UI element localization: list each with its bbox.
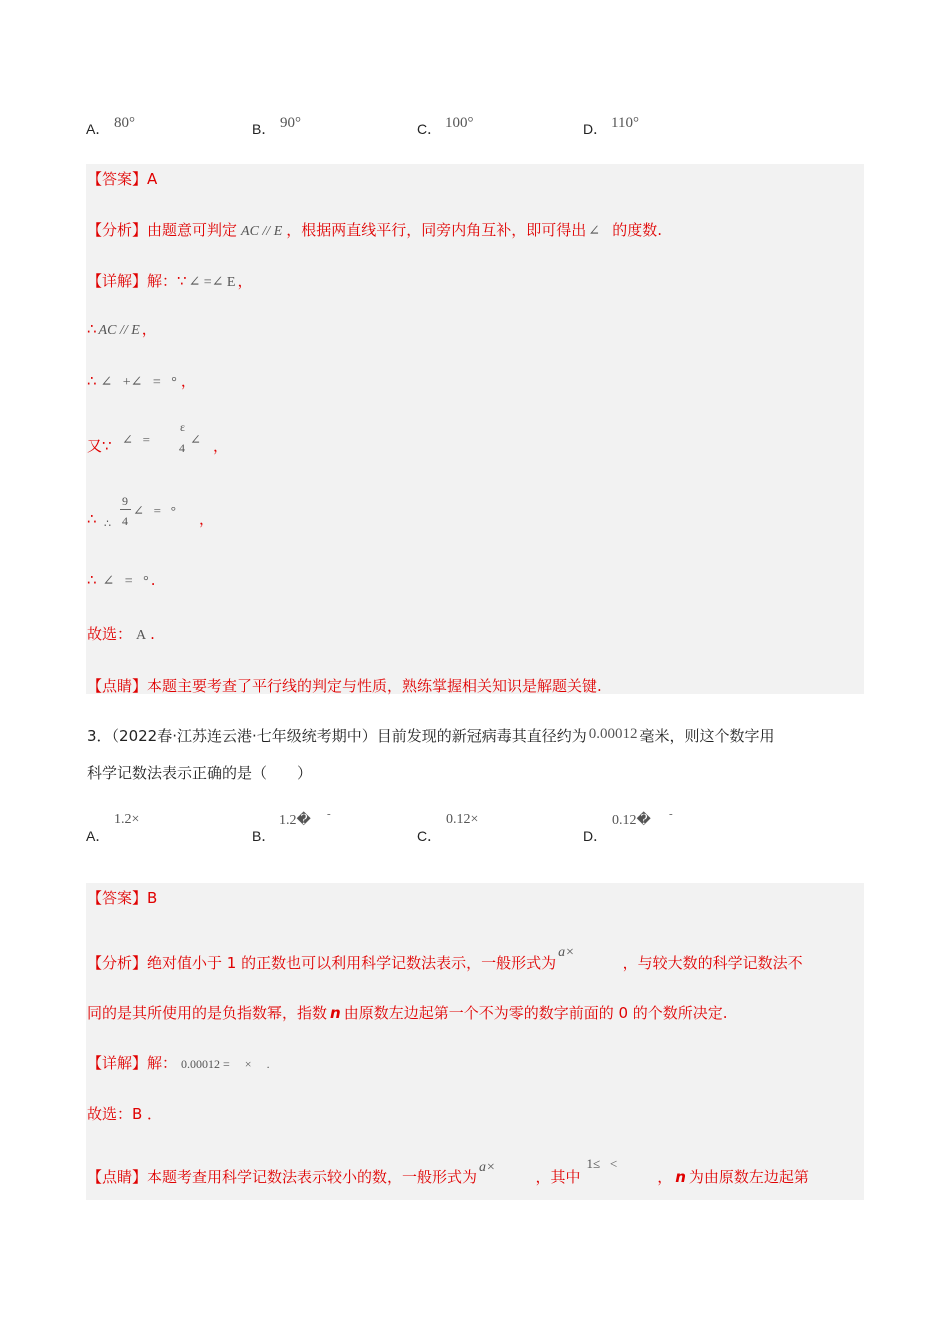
q2-step-4-frac-den: 4	[122, 514, 128, 528]
q2-option-c-letter: C．	[417, 121, 442, 137]
therefore-symbol: ∴	[87, 320, 97, 338]
question-text: 毫米，则这个数字用	[639, 727, 775, 745]
analysis-math: AC // E	[241, 224, 283, 239]
q2-step-3-frac-den: 4	[179, 441, 185, 455]
q3-stem-line-2: 科学记数法表示正确的是（ ）	[87, 764, 313, 782]
q2-step-3-frac-num: ε	[180, 420, 186, 434]
comment-text: ，其中	[535, 1168, 581, 1186]
q2-step-2	[87, 370, 196, 391]
choice-end: .	[150, 625, 155, 643]
comment-text: 本题主要考查了平行线的判定与性质，熟练掌握相关知识是解题关键.	[147, 677, 602, 695]
comment-n: n	[675, 1168, 686, 1186]
q3-option-b-value: 1.2�	[279, 813, 311, 828]
q3-option-b-sup: -	[327, 808, 331, 820]
q2-step-5	[87, 571, 156, 590]
q2-detail	[87, 270, 253, 291]
q3-analysis-line-2	[87, 1002, 728, 1023]
q2-step-4-math: ∠ = °	[133, 503, 176, 518]
q3-option-d-value: 0.12�	[612, 813, 651, 828]
q2-step-4-prefix: ∴	[87, 510, 97, 528]
analysis-text: 由题意可判定	[147, 221, 238, 239]
q3-option-b-letter: B．	[252, 828, 276, 844]
q3-stem-line-1	[87, 725, 775, 746]
comment-text: ，	[657, 1168, 673, 1186]
q3-option-d-sup: -	[669, 808, 673, 820]
q2-step-4-frac-num: 9	[122, 494, 128, 508]
q2-analysis	[87, 219, 662, 240]
q3-option-a-letter: A．	[86, 828, 110, 844]
q3-solution-box	[86, 883, 864, 1200]
step-end: .	[150, 571, 156, 589]
q2-step-3-prefix: 又∵	[87, 437, 112, 455]
detail-end: ，	[237, 272, 253, 290]
comment-math: 1≤ <	[586, 1156, 618, 1171]
q3-analysis-line-1	[87, 945, 803, 973]
q2-step-3-end: ，	[213, 437, 229, 455]
q3-choice: 故选：B ．	[87, 1105, 163, 1123]
q2-option-b-letter: B．	[252, 121, 276, 137]
q3-detail	[87, 1052, 270, 1073]
step-math: ∠ +∠ = °	[100, 375, 177, 390]
step-math: ∠ = °	[102, 574, 149, 589]
detail-label: 【详解】	[87, 272, 148, 290]
comment-label: 【点睛】	[87, 677, 148, 695]
q3-option-c-letter: C．	[417, 828, 442, 844]
comment-math: a×	[479, 1160, 496, 1175]
step-end: ，	[141, 320, 157, 338]
detail-math: 0.00012 = × .	[181, 1057, 270, 1071]
q3-option-c-value: 0.12×	[446, 812, 479, 827]
q2-answer: 【答案】A	[87, 170, 158, 188]
q2-option-a-letter: A．	[86, 121, 110, 137]
analysis-text: ，与较大数的科学记数法不	[622, 954, 803, 972]
choice-text: 故选：	[87, 625, 133, 643]
q2-comment	[87, 675, 602, 696]
q2-option-b-value: 90°	[280, 115, 301, 131]
comment-text: 为由原数左边起第	[688, 1168, 809, 1186]
comment-label: 【点睛】	[87, 1168, 148, 1186]
q3-option-a-value: 1.2×	[114, 812, 140, 827]
q2-option-c-value: 100°	[445, 115, 474, 131]
q2-choice	[87, 623, 155, 644]
therefore-symbol: ∴	[87, 571, 97, 589]
q2-step-3-math: ∠ =	[122, 432, 150, 447]
choice-math: A	[136, 628, 147, 643]
q2-step-4-end: ，	[199, 510, 215, 528]
analysis-math: ∠	[588, 224, 601, 239]
step-end: ，	[180, 372, 196, 390]
analysis-math: a×	[558, 945, 575, 960]
therefore-symbol: ∴	[87, 372, 97, 390]
q2-step-3-math-b: ∠	[190, 432, 201, 447]
question-math: 0.00012	[588, 726, 638, 742]
analysis-text: 的度数.	[612, 221, 663, 239]
analysis-text: ，根据两直线平行，同旁内角互补，即可得出	[286, 221, 587, 239]
q2-option-a-value: 80°	[114, 115, 135, 131]
analysis-text: 同的是其所使用的是负指数幂，指数	[87, 1004, 328, 1022]
analysis-label: 【分析】	[87, 221, 148, 239]
comment-text: 本题考查用科学记数法表示较小的数，一般形式为	[147, 1168, 478, 1186]
question-source: （2022春·江苏连云港·七年级统考期中）目前发现的新冠病毒其直径约为	[111, 727, 587, 745]
fraction-bar	[120, 509, 131, 510]
q3-answer: 【答案】B	[87, 889, 158, 907]
detail-math: ∠ =∠ E	[188, 275, 236, 290]
analysis-text: 由原数左边起第一个不为零的数字前面的 0 的个数所决定.	[343, 1004, 728, 1022]
q2-option-d-value: 110°	[611, 115, 639, 131]
q3-comment	[87, 1156, 809, 1187]
detail-label: 【详解】	[87, 1054, 148, 1072]
q2-step-4-small: ∴	[104, 518, 111, 530]
q3-option-d-letter: D．	[583, 828, 608, 844]
analysis-text: 绝对值小于 1 的正数也可以利用科学记数法表示，一般形式为	[147, 954, 557, 972]
analysis-label: 【分析】	[87, 954, 148, 972]
analysis-n: n	[330, 1004, 341, 1022]
step-math: AC // E	[98, 323, 140, 338]
q2-option-d-letter: D．	[583, 121, 608, 137]
q2-step-1	[87, 318, 157, 339]
detail-text: 解：∵	[147, 272, 187, 290]
detail-text: 解：	[147, 1054, 178, 1072]
q2-solution-box	[86, 164, 864, 694]
question-number: 3．	[87, 727, 112, 745]
